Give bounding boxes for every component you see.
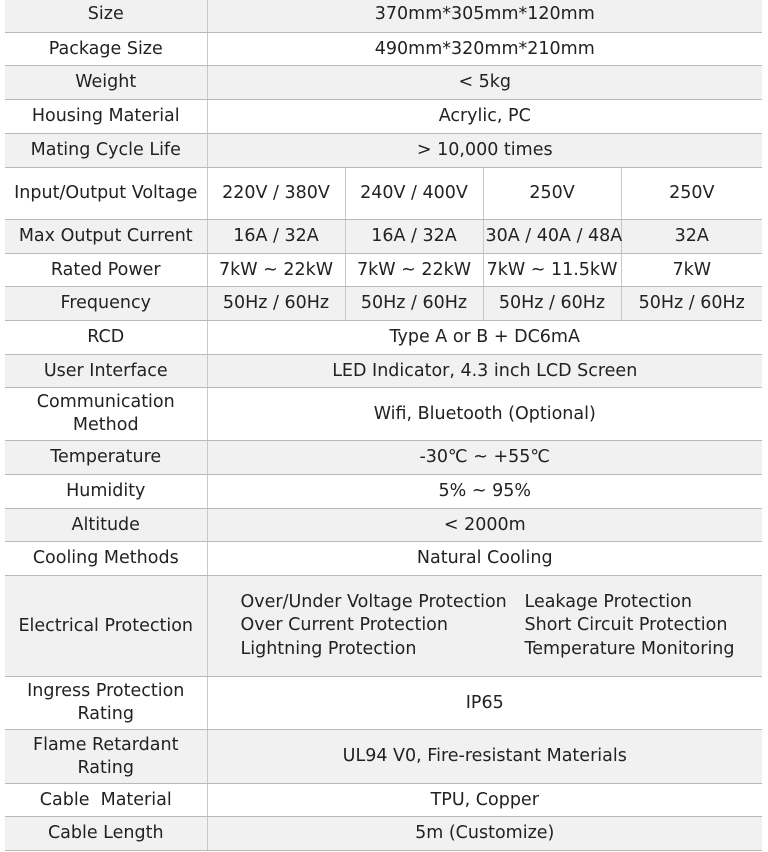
protection-item: Short Circuit Protection [524,615,728,636]
spec-label: Cable Material [5,784,207,817]
spec-value: < 2000m [207,509,762,542]
spec-value: 30A / 40A / 48A [483,220,621,254]
spec-label: Humidity [5,475,207,509]
spec-row-max-output-current [5,220,762,254]
spec-value: 490mm*320mm*210mm [207,33,762,66]
spec-value: > 10,000 times [207,134,762,168]
spec-label: Package Size [5,33,207,66]
spec-label: User Interface [5,355,207,388]
spec-value: 50Hz / 60Hz [207,287,345,321]
spec-label: Electrical Protection [5,576,207,677]
spec-value: 7kW ~ 22kW [345,254,483,287]
spec-label: Altitude [5,509,207,542]
spec-value: 50Hz / 60Hz [621,287,762,321]
spec-value: Natural Cooling [207,542,762,576]
spec-value: 370mm*305mm*120mm [207,0,762,33]
spec-row-housing-material [5,100,762,134]
spec-label: Max Output Current [5,220,207,254]
spec-label: Flame Retardant Rating [5,730,207,784]
spec-row-humidity [5,475,762,509]
spec-label: Frequency [5,287,207,321]
spec-value: 32A [621,220,762,254]
spec-row-mating-cycle-life [5,134,762,168]
spec-row-input-output-voltage [5,168,762,220]
spec-row-rcd [5,321,762,355]
spec-row-weight [5,66,762,100]
spec-value: 250V [621,168,762,220]
protection-item: Leakage Protection [524,591,692,612]
spec-row-altitude [5,509,762,542]
spec-row-frequency [5,287,762,321]
spec-value: UL94 V0, Fire-resistant Materials [207,730,762,784]
spec-row-flame-retardant [5,730,762,784]
spec-label: Mating Cycle Life [5,134,207,168]
spec-value: < 5kg [207,66,762,100]
spec-value: 220V / 380V [207,168,345,220]
spec-value: 250V [483,168,621,220]
spec-row-user-interface [5,355,762,388]
spec-row-temperature [5,441,762,475]
spec-row-cooling-methods [5,542,762,576]
spec-value: 16A / 32A [207,220,345,254]
spec-value: TPU, Copper [207,784,762,817]
spec-label: Rated Power [5,254,207,287]
spec-value: Acrylic, PC [207,100,762,134]
spec-value: 5% ~ 95% [207,475,762,509]
spec-row-cable-material [5,784,762,817]
spec-row-electrical-protection [5,576,762,677]
protection-list [207,576,762,677]
spec-value: 240V / 400V [345,168,483,220]
spec-value: 50Hz / 60Hz [483,287,621,321]
spec-value: 7kW ~ 22kW [207,254,345,287]
spec-row-size [5,0,762,33]
spec-value: Wifi, Bluetooth (Optional) [207,388,762,441]
spec-label: RCD [5,321,207,355]
spec-row-cable-length [5,817,762,851]
spec-label: Communication Method [5,388,207,441]
spec-value: LED Indicator, 4.3 inch LCD Screen [207,355,762,388]
spec-value: 5m (Customize) [207,817,762,851]
spec-label: Cooling Methods [5,542,207,576]
protection-item: Temperature Monitoring [524,638,735,659]
spec-label: Ingress Protection Rating [5,677,207,730]
spec-value: IP65 [207,677,762,730]
spec-row-package-size [5,33,762,66]
spec-label: Input/Output Voltage [5,168,207,220]
protection-item: Over/Under Voltage Protection [240,591,507,612]
spec-value: 7kW [621,254,762,287]
spec-table [5,0,762,851]
spec-value: Type A or B + DC6mA [207,321,762,355]
spec-value: 16A / 32A [345,220,483,254]
spec-row-ingress-protection [5,677,762,730]
spec-label: Temperature [5,441,207,475]
spec-value: 50Hz / 60Hz [345,287,483,321]
spec-value: -30℃ ~ +55℃ [207,441,762,475]
spec-value: 7kW ~ 11.5kW [483,254,621,287]
protection-item: Lightning Protection [240,638,417,659]
spec-label: Size [5,0,207,33]
protection-item: Over Current Protection [240,615,448,636]
spec-row-communication-method [5,388,762,441]
spec-label: Housing Material [5,100,207,134]
spec-row-rated-power [5,254,762,287]
spec-label: Cable Length [5,817,207,851]
spec-label: Weight [5,66,207,100]
